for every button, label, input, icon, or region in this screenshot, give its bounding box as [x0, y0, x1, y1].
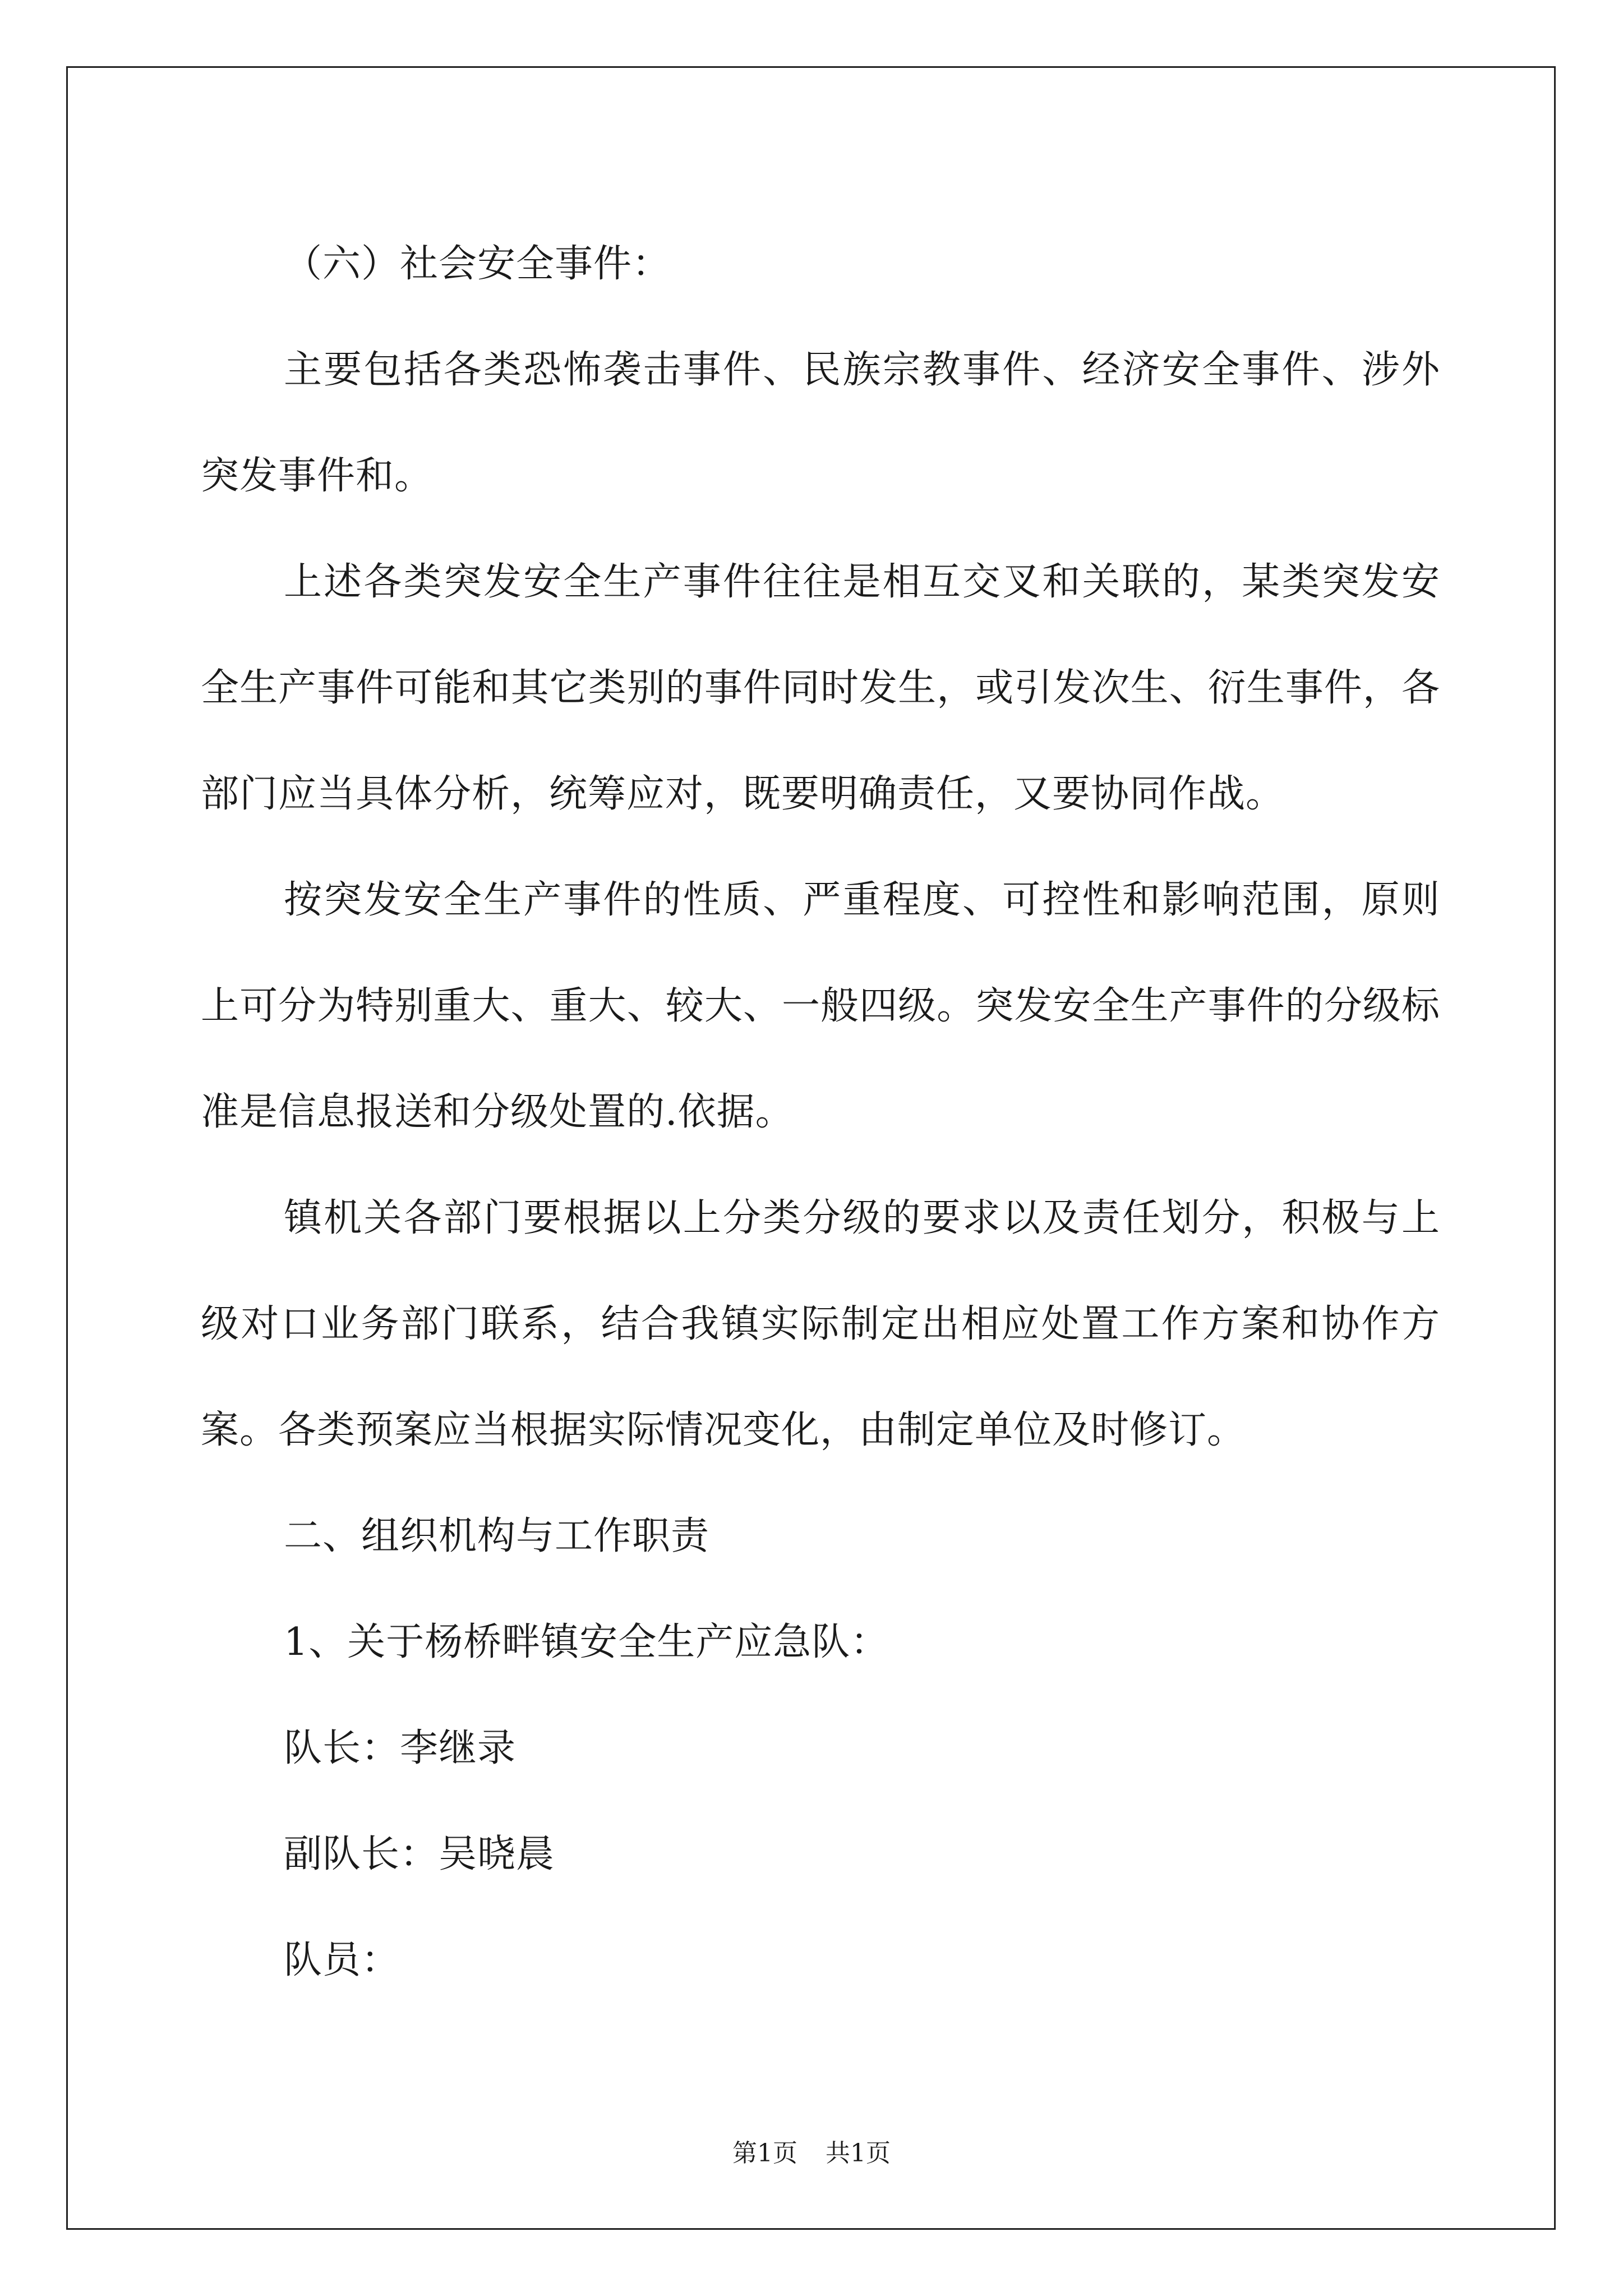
page-number-current: 第1页 [732, 2139, 797, 2168]
document-body [201, 211, 1440, 2013]
page-number-total: 共1页 [826, 2139, 891, 2168]
section-heading-social-security: （六）社会安全事件： [284, 242, 671, 286]
section-heading-organization: 二、组织机构与工作职责 [284, 1514, 710, 1558]
paragraph-social-security-scope: 主要包括各类恐怖袭击事件、民族宗教事件、经济安全事件、涉外突发事件和。 [201, 348, 1440, 498]
team-members-line: 队员： [284, 1938, 400, 1982]
team-leader-line: 队长：李继录 [284, 1726, 517, 1770]
paragraph-event-interrelation: 上述各类突发安全生产事件往往是相互交叉和关联的，某类突发安全生产事件可能和其它类别的事件同时发生，或引发次生、衍生事件，各部门应当具体分析，统筹应对，既要明确责任，又要协同作战。 [201, 560, 1440, 816]
subsection-heading-emergency-team: 1、关于杨桥畔镇安全生产应急队： [284, 1620, 889, 1664]
paragraph-department-duties: 镇机关各部门要根据以上分类分级的要求以及责任划分，积极与上级对口业务部门联系，结合我镇实际制定出相应处置工作方案和协作方案。各类预案应当根据实际情况变化，由制定单位及时修订。 [201, 1196, 1440, 1452]
deputy-leader-line: 副队长：吴晓晨 [284, 1832, 555, 1876]
page-footer [0, 2139, 1623, 2168]
paragraph-event-grading: 按突发安全生产事件的性质、严重程度、可控性和影响范围，原则上可分为特别重大、重大、较大、一般四级。突发安全生产事件的分级标准是信息报送和分级处置的.依据。 [201, 878, 1440, 1134]
